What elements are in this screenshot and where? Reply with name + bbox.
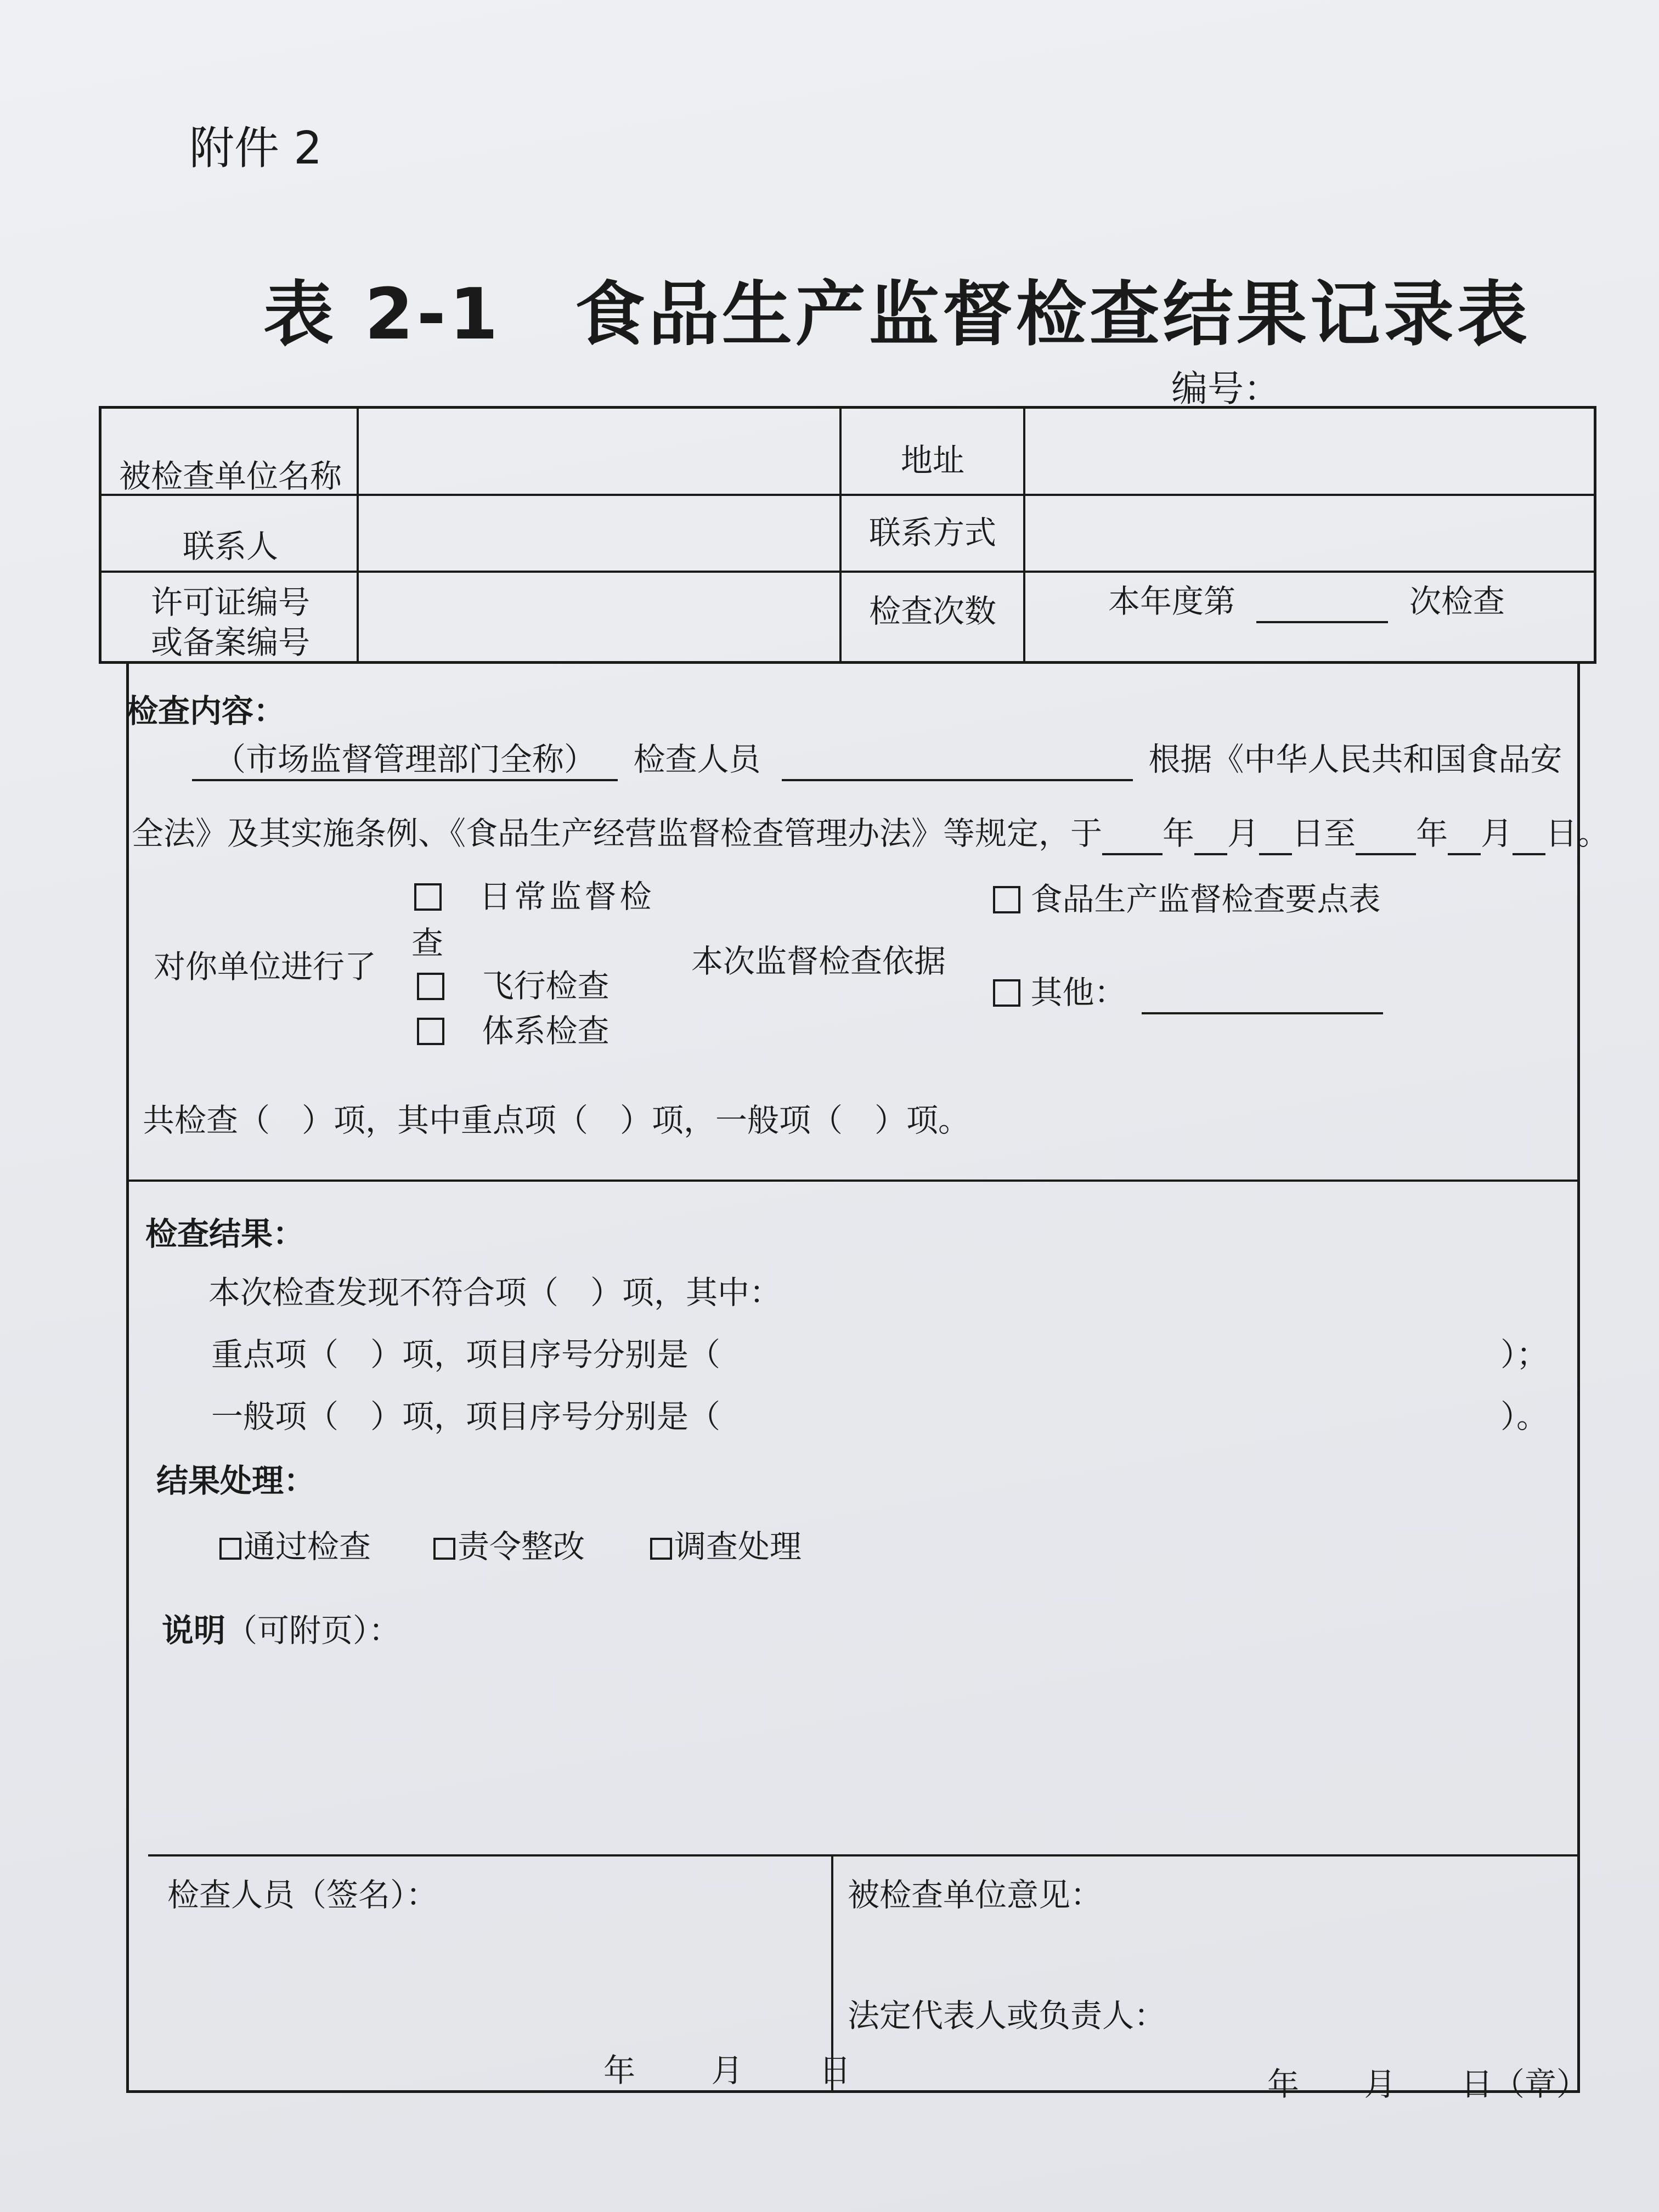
section-divider <box>126 1180 1580 1182</box>
system-checkbox[interactable] <box>417 1018 444 1045</box>
daily-checkbox[interactable] <box>414 883 442 911</box>
day1-blank[interactable] <box>1259 815 1292 855</box>
inspector-label: 检查人员 <box>633 741 761 778</box>
month1: 月 <box>1227 815 1260 852</box>
page-title: 表 2-1 食品生产监督检查结果记录表 <box>263 274 1531 356</box>
result-line-2-start: 重点项（ ）项，项目序号分别是（ <box>211 1336 721 1373</box>
basis-line-2 <box>132 815 1609 855</box>
basis-line-1 <box>192 741 1562 781</box>
result-heading: 检查结果： <box>145 1215 305 1252</box>
basis-option-checklist[interactable] <box>993 881 1380 919</box>
handling-pass-option[interactable] <box>219 1528 371 1566</box>
year1-blank[interactable] <box>1102 815 1163 855</box>
basis-option-2-label: 其他： <box>1030 974 1126 1011</box>
right-year: 年 <box>1267 2066 1300 2103</box>
left-month: 月 <box>711 2052 743 2089</box>
dept-name: （市场监督管理部门全称） <box>192 741 618 781</box>
result-line-1: 本次检查发现不符合项（ ）项，其中： <box>208 1274 782 1311</box>
left-year: 年 <box>603 2052 636 2089</box>
type-daily-option[interactable] <box>414 878 654 916</box>
pass-label: 通过检查 <box>244 1528 371 1565</box>
note-heading <box>162 1612 400 1650</box>
address-label: 地址 <box>900 442 964 479</box>
type-flight-label: 飞行检查 <box>482 967 610 1005</box>
other-blank[interactable] <box>1142 974 1383 1014</box>
header-row-divider <box>99 571 1596 573</box>
left-date <box>603 2052 851 2090</box>
day-end: 日。 <box>1545 815 1610 852</box>
note-title: 说明 <box>162 1612 226 1649</box>
day-to: 日至 <box>1292 815 1356 852</box>
conducted-label: 对你单位进行了 <box>154 948 377 985</box>
count-prefix: 本年度第 <box>1108 583 1236 620</box>
left-day: 日 <box>819 2052 851 2089</box>
right-day: 日（章） <box>1460 2066 1588 2103</box>
header-col-divider <box>1023 406 1025 664</box>
attachment-label: 附件 2 <box>189 122 323 174</box>
content-heading: 检查内容： <box>126 692 286 730</box>
count-summary: 共检查（ ）项，其中重点项（ ）项，一般项（ ）项。 <box>143 1102 970 1139</box>
basis-text-2: 全法》及其实施条例、《食品生产经营监督检查管理办法》等规定，于 <box>132 815 1103 852</box>
type-system-option[interactable] <box>417 1012 609 1051</box>
count-suffix: 次检查 <box>1409 583 1505 620</box>
year1: 年 <box>1163 815 1195 852</box>
handling-rectify-option[interactable] <box>433 1528 585 1566</box>
inspector-signature-label: 检查人员（签名）： <box>167 1876 438 1914</box>
pass-checkbox[interactable] <box>219 1538 241 1560</box>
legal-rep-label: 法定代表人或负责人： <box>848 1997 1166 2034</box>
header-col-divider <box>839 406 842 664</box>
month2: 月 <box>1481 815 1513 852</box>
handling-heading: 结果处理： <box>156 1462 316 1499</box>
month2-blank[interactable] <box>1448 815 1481 855</box>
license-label-line2: 或备案编号 <box>150 623 310 661</box>
type-system-label: 体系检查 <box>482 1012 610 1049</box>
basis-option-1-label: 食品生产监督检查要点表 <box>1030 881 1381 918</box>
other-checkbox[interactable] <box>993 979 1020 1007</box>
basis-label: 本次监督检查依据 <box>691 943 946 980</box>
contact-method-label: 联系方式 <box>868 514 996 551</box>
checklist-checkbox[interactable] <box>993 886 1020 913</box>
note-subtitle: （可附页）： <box>225 1612 401 1649</box>
inspection-count-label: 检查次数 <box>868 592 996 630</box>
serial-number-label: 编号： <box>1171 368 1280 410</box>
result-line-3-start: 一般项（ ）项，项目序号分别是（ <box>211 1398 721 1435</box>
day2-blank[interactable] <box>1513 815 1545 855</box>
right-date <box>1267 2066 1588 2104</box>
section-divider <box>148 1854 1580 1857</box>
basis-text-1: 根据《中华人民共和国食品安 <box>1148 741 1562 778</box>
inspector-blank[interactable] <box>782 741 1133 781</box>
handling-investigate-option[interactable] <box>650 1528 802 1566</box>
rectify-label: 责令整改 <box>458 1528 585 1565</box>
header-col-divider <box>357 406 359 664</box>
type-daily-label: 日常监督检 <box>479 878 655 915</box>
year2-blank[interactable] <box>1356 815 1416 855</box>
month1-blank[interactable] <box>1194 815 1227 855</box>
unit-opinion-label: 被检查单位意见： <box>848 1876 1103 1914</box>
unit-name-label: 被检查单位名称 <box>119 458 342 495</box>
type-flight-option[interactable] <box>417 967 609 1006</box>
investigate-checkbox[interactable] <box>650 1538 672 1560</box>
result-line-2-end: ）； <box>1500 1336 1549 1373</box>
license-label-line1: 许可证编号 <box>150 584 310 621</box>
right-month: 月 <box>1364 2066 1396 2103</box>
contact-person-label: 联系人 <box>182 528 278 565</box>
license-label <box>104 583 357 662</box>
count-blank[interactable] <box>1256 583 1388 623</box>
result-line-3-end: ）。 <box>1500 1398 1549 1435</box>
inspection-count-value <box>1108 583 1505 623</box>
type-daily-label-wrap: 查 <box>411 924 444 962</box>
year2: 年 <box>1416 815 1448 852</box>
basis-option-other[interactable] <box>993 974 1383 1014</box>
flight-checkbox[interactable] <box>417 973 444 1000</box>
rectify-checkbox[interactable] <box>433 1538 455 1560</box>
investigate-label: 调查处理 <box>674 1528 802 1565</box>
